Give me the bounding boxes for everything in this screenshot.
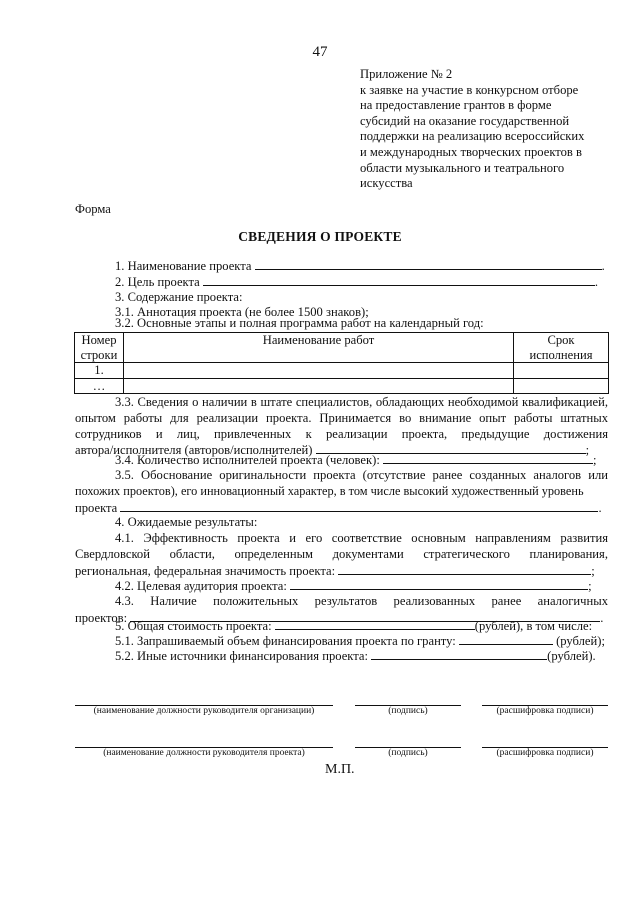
- item-label: региональная, федеральная значимость проекта:: [75, 563, 336, 578]
- page-number: 47: [312, 44, 328, 60]
- item-efficiency: [75, 531, 608, 579]
- decoding-label: (расшифровка подписи): [496, 706, 594, 716]
- text-line: [75, 563, 608, 580]
- table-header-row: [75, 333, 609, 363]
- item-label: 5.1. Запрашиваемый объем финансирования проекта по гранту:: [115, 634, 456, 648]
- appendix-line: искусства: [360, 176, 413, 191]
- item-label: проекта: [75, 500, 118, 515]
- item-project-goal: [115, 274, 598, 291]
- item-label: 4.2. Целевая аудитория проекта:: [115, 579, 287, 593]
- punct: ;: [592, 453, 597, 467]
- item-label: автора/исполнителя (авторов/исполнителей): [75, 443, 313, 458]
- org-position-label: (наименование должности руководителя организации): [93, 706, 315, 716]
- appendix-line: субсидий на оказание государственной: [360, 113, 570, 128]
- other-sources-field[interactable]: [371, 648, 547, 660]
- item-label: 5.2. Иные источники финансирования проекта:: [115, 649, 368, 663]
- item-originality: [75, 468, 608, 516]
- appendix-line: Приложение № 2: [360, 67, 453, 81]
- item-label: (рублей), в том числе:: [474, 619, 593, 633]
- item-label: проектов:: [75, 610, 128, 625]
- text-line: 4.1. Эффективность проекта и его соответствие основным направлениям развития: [115, 531, 608, 545]
- table-cell[interactable]: [124, 378, 514, 394]
- audience-field[interactable]: [290, 578, 588, 590]
- table-row: [75, 363, 609, 379]
- punct: .: [598, 500, 602, 515]
- item-audience: [115, 578, 592, 595]
- stamp-place: М.П.: [325, 762, 355, 777]
- appendix-line: области музыкального и театрального: [360, 160, 565, 175]
- header-work-name: Наименование работ: [124, 333, 514, 363]
- punct: ;: [585, 443, 590, 458]
- item-label: (рублей);: [556, 634, 605, 648]
- appendix-line: к заявке на участие в конкурсном отборе: [360, 82, 579, 97]
- item-results: 4. Ожидаемые результаты:: [115, 515, 258, 529]
- appendix-line: поддержки на реализацию всероссийских: [360, 129, 585, 144]
- total-cost-field[interactable]: [275, 618, 475, 630]
- item-annotation: 3.1. Аннотация проекта (не более 1500 знаков);: [115, 305, 369, 319]
- executors-field[interactable]: [383, 452, 593, 464]
- table-cell: …: [75, 378, 124, 394]
- appendix-line: на предоставление грантов в форме: [360, 98, 552, 113]
- text-line: 3.5. Обоснование оригинальности проекта (отсутствие ранее созданных аналогов или: [115, 468, 608, 482]
- item-project-name: [115, 258, 605, 275]
- decoding-label: (расшифровка подписи): [496, 748, 594, 758]
- project-name-field[interactable]: [255, 258, 602, 270]
- item-content: 3. Содержание проекта:: [115, 290, 243, 304]
- punct: ;: [591, 563, 595, 578]
- item-label: 5. Общая стоимость проекта:: [115, 619, 272, 633]
- punct: ;: [588, 579, 592, 593]
- item-executors: [115, 452, 596, 469]
- text-line: опытом работы для реализации проекта. Принимается во внимание опыт работы штатных: [75, 410, 608, 425]
- text-line: 3.3. Сведения о наличии в штате специалистов, обладающих необходимой квалификацией,: [115, 395, 608, 409]
- punct: .: [594, 275, 599, 289]
- page-title: СВЕДЕНИЯ О ПРОЕКТЕ: [238, 229, 402, 244]
- table-cell[interactable]: [514, 378, 609, 394]
- item-stages: 3.2. Основные этапы и полная программа работ на календарный год:: [115, 316, 484, 330]
- text-line: сотрудников и лиц, привлеченных к реализации проекта, предыдущие достижения: [75, 426, 608, 441]
- table-cell: 1.: [75, 363, 124, 379]
- punct: .: [600, 610, 604, 625]
- item-other-sources: [115, 648, 596, 665]
- signature-label: (подпись): [388, 748, 428, 758]
- text-line: похожих проектов), его инновационный характер, в том числе высокий художественный уровень: [75, 483, 584, 498]
- works-table: [74, 332, 609, 394]
- table-cell[interactable]: [514, 363, 609, 379]
- efficiency-field[interactable]: [338, 563, 591, 575]
- text-line: Свердловской области, определенным документами стратегического планирования,: [75, 546, 608, 561]
- item-label: (рублей).: [547, 649, 596, 663]
- table-cell[interactable]: [124, 363, 514, 379]
- grant-amount-field[interactable]: [459, 633, 553, 645]
- header-row-number: Номер строки: [75, 333, 124, 363]
- item-label: 2. Цель проекта: [115, 275, 200, 289]
- text-line: 4.3. Наличие положительных результатов реализованных ранее аналогичных: [115, 594, 608, 608]
- item-label: 1. Наименование проекта: [115, 259, 252, 273]
- project-goal-field[interactable]: [203, 274, 595, 286]
- appendix-header: [360, 67, 610, 192]
- appendix-line: и международных творческих проектов в: [360, 144, 582, 159]
- proj-position-label: (наименование должности руководителя проекта): [103, 748, 305, 758]
- text-line: [75, 500, 608, 517]
- header-deadline: Срок исполнения: [514, 333, 609, 363]
- table-row: [75, 378, 609, 394]
- form-label: Форма: [75, 202, 111, 216]
- signature-label: (подпись): [388, 706, 428, 716]
- item-staff: [75, 395, 608, 459]
- originality-field[interactable]: [120, 500, 598, 512]
- punct: .: [601, 259, 605, 273]
- item-label: 3.4. Количество исполнителей проекта (человек):: [115, 453, 380, 467]
